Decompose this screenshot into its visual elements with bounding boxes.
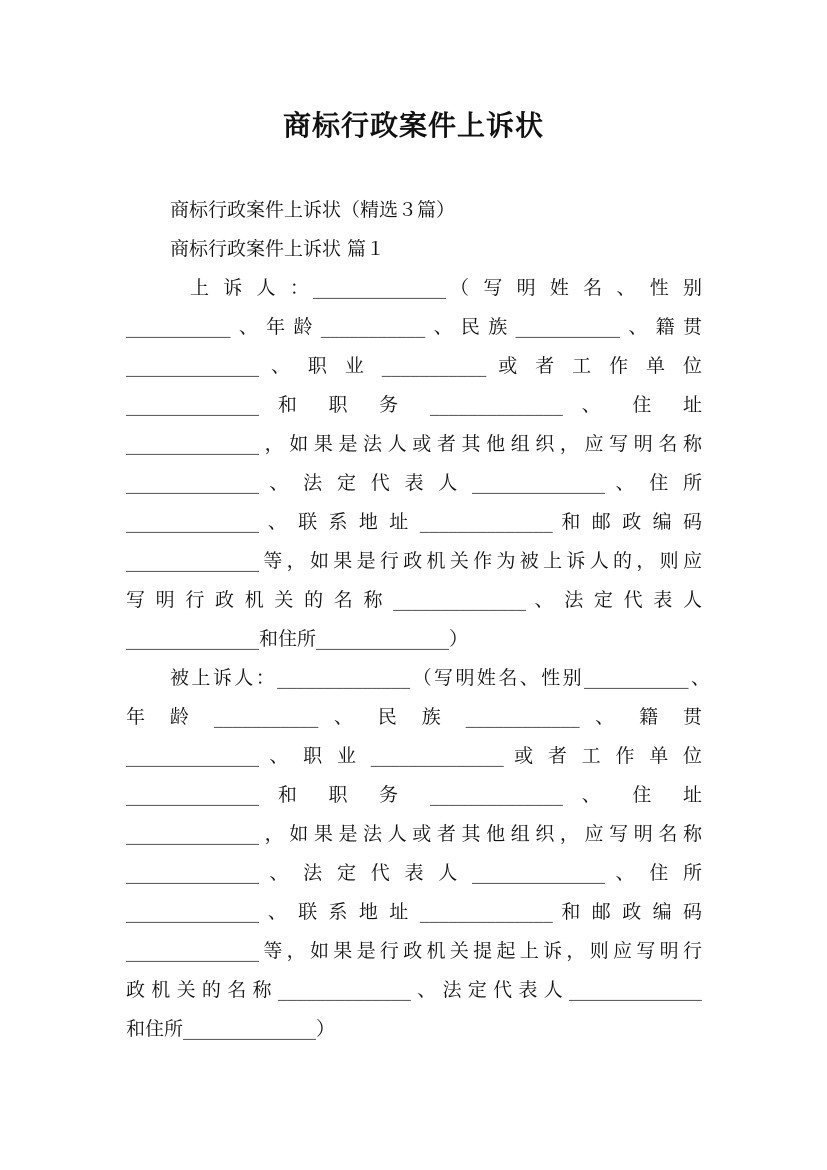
subtitle-line: 商标行政案件上诉状（精选３篇） xyxy=(170,199,456,221)
section-heading: 商标行政案件上诉状 篇１ xyxy=(170,238,386,260)
body-line: ______________和住所______________） xyxy=(126,628,469,650)
body-line: 上 诉 人 ：______________（ 写 明 姓 名 、 性 别 xyxy=(190,277,702,299)
body-line: ______________ 、 职 业 ______________ 或 者 工 作 单 位 xyxy=(126,745,702,767)
body-line: ___________、年龄___________、民族___________、籍贯 xyxy=(126,316,702,338)
body-line: ______________ 、 法 定 代 表 人 ______________ 、 住 所 xyxy=(126,472,702,494)
body-line: ______________ 和 职 务 ______________ 、 住 址 xyxy=(126,784,702,806)
body-line: ______________ 、 联 系 地 址 ______________ 和 邮 政 编 码 xyxy=(126,901,702,923)
body-line: ______________等，如果是行政机关作为被上诉人的，则应 xyxy=(126,550,702,572)
document-title: 商标行政案件上诉状 xyxy=(282,109,544,142)
body-line: ______________ 、 联 系 地 址 ______________ 和 邮 政 编 码 xyxy=(126,511,702,533)
body-line: 和住所______________） xyxy=(126,1018,336,1040)
body-line: ______________，如果是法人或者其他组织，应写明名称 xyxy=(126,823,702,845)
body-line: 写 明 行 政 机 关 的 名 称 ______________ 、 法 定 代 表 人 xyxy=(126,589,702,611)
body-line: 被上诉人：______________（写明姓名、性别___________、 xyxy=(170,667,710,689)
body-line: ______________ 、 职 业 ___________ 或 者 工 作 单 位 xyxy=(126,355,702,377)
body-line: ______________，如果是法人或者其他组织，应写明名称 xyxy=(126,433,702,455)
body-line: 政机关的名称______________、法定代表人______________ xyxy=(126,979,702,1001)
body-line: ______________等，如果是行政机关提起上诉，则应写明行 xyxy=(126,940,702,962)
body-line: 年 龄 ___________ 、 民 族 ____________ 、 籍 贯 xyxy=(126,706,702,728)
body-line: ______________ 、 法 定 代 表 人 ______________ 、 住 所 xyxy=(126,862,702,884)
body-line: ______________ 和 职 务 ______________ 、 住 址 xyxy=(126,394,702,416)
